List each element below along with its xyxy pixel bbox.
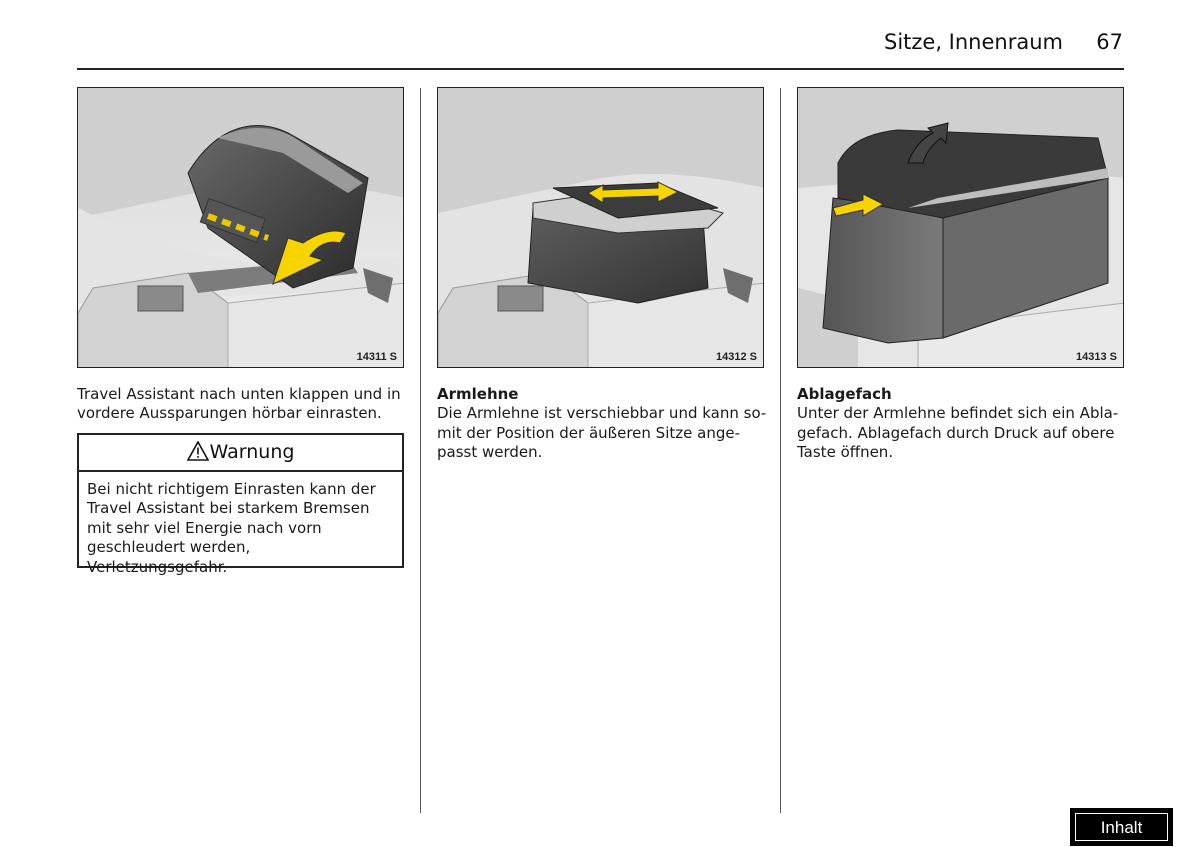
- header-rule: [77, 68, 1124, 70]
- fold-instruction-text: Travel Assistant nach unten klappen und in vordere Aussparungen hörbar einrasten.: [77, 385, 401, 423]
- inhalt-label: Inhalt: [1075, 813, 1168, 841]
- armrest-heading: Armlehne: [437, 385, 519, 403]
- section-title: Sitze, Innenraum: [883, 30, 1063, 54]
- storage-heading: Ablagefach: [797, 385, 892, 403]
- warning-text: Bei nicht richtigem Einrasten kann der Travel Assistant bei starkem Bremsen mit sehr viel Energie nach vorn geschleudert werden, Verletzungsgefahr.: [87, 480, 376, 576]
- warning-title-label: Warnung: [209, 441, 295, 463]
- storage-section: [797, 385, 1127, 463]
- figure-travel-assistant-fold: [77, 87, 404, 368]
- figure-label: 14312 S: [716, 351, 757, 363]
- warning-triangle-icon: [187, 438, 209, 473]
- illustration-fold-down: [78, 88, 404, 368]
- illustration-armrest: [438, 88, 764, 368]
- inhalt-button[interactable]: [1070, 808, 1173, 846]
- page-number: 67: [1096, 30, 1123, 54]
- storage-text: Unter der Armlehne befindet sich ein Abla-gefach. Ablagefach durch Druck auf obere Taste öffnen.: [797, 404, 1119, 462]
- figure-label: 14313 S: [1076, 351, 1117, 363]
- figure-storage-compartment: [797, 87, 1124, 368]
- figure-armrest-slide: [437, 87, 764, 368]
- column-divider-1: [420, 88, 421, 813]
- illustration-storage: [798, 88, 1124, 368]
- warning-box: [77, 433, 404, 576]
- armrest-text: Die Armlehne ist verschiebbar und kann so-mit der Position der äußeren Sitze ange-passt werden.: [437, 404, 767, 462]
- column-divider-2: [780, 88, 781, 813]
- armrest-section: [437, 385, 767, 463]
- warning-title: [79, 435, 402, 472]
- figure-label: 14311 S: [356, 351, 397, 363]
